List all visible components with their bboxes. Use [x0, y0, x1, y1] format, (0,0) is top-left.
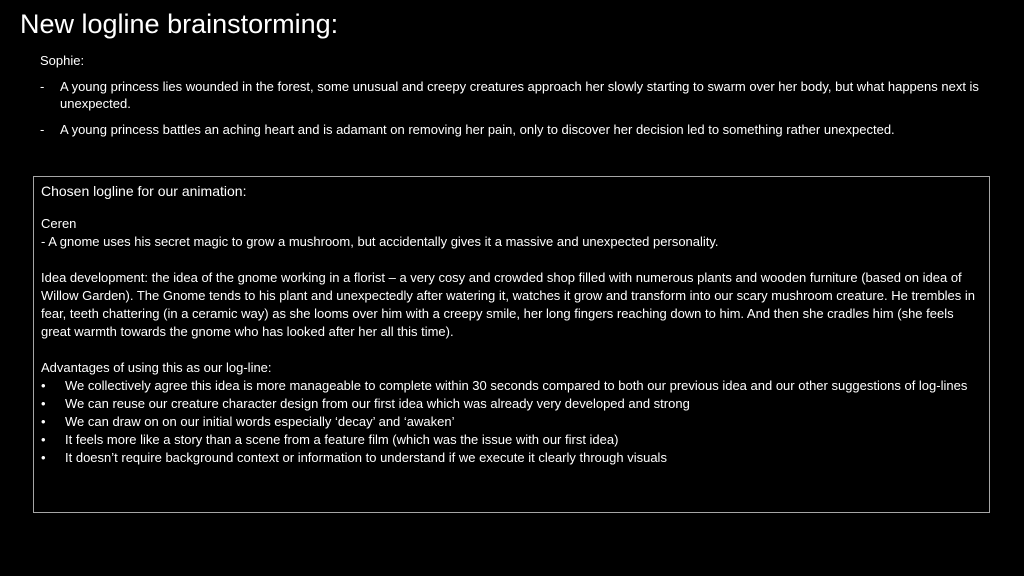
spacer — [41, 251, 982, 269]
brainstorm-logline-list — [40, 78, 990, 147]
bullet-marker: • — [41, 396, 46, 411]
dash-marker: - — [40, 122, 45, 137]
slide-title: New logline brainstorming: — [20, 9, 339, 39]
brainstorm-logline-text: A young princess battles an aching heart and is adamant on removing her pain, only to discover her decision led to something rather unexpected. — [60, 122, 895, 137]
brainstorm-logline-item — [40, 121, 990, 138]
advantage-text: We can draw on on our initial words especially ‘decay’ and ‘awaken’ — [65, 414, 455, 429]
bullet-marker: • — [41, 450, 46, 465]
advantage-text: We collectively agree this idea is more manageable to complete within 30 seconds compared to both our previous idea and our other suggestions of log-lines — [65, 378, 968, 393]
brainstorm-author: Sophie: — [40, 53, 85, 68]
chosen-logline-heading: Chosen logline for our animation: — [41, 183, 247, 199]
spacer — [41, 341, 982, 359]
chosen-logline-box — [33, 176, 990, 513]
advantages-list — [41, 377, 982, 467]
dash-marker: - — [40, 79, 45, 94]
bullet-marker: • — [41, 432, 46, 447]
chosen-logline-text: - A gnome uses his secret magic to grow a mushroom, but accidentally gives it a massive and unexpected personality. — [41, 234, 719, 249]
advantage-item — [41, 431, 982, 449]
advantage-text: It doesn’t require background context or information to understand if we execute it clearly through visuals — [65, 450, 667, 465]
advantage-item — [41, 449, 982, 467]
bullet-marker: • — [41, 414, 46, 429]
advantage-item — [41, 377, 982, 395]
advantage-text: It feels more like a story than a scene from a feature film (which was the issue with our first idea) — [65, 432, 619, 447]
advantage-item — [41, 395, 982, 413]
bullet-marker: • — [41, 378, 46, 393]
idea-development-text: Idea development: the idea of the gnome working in a florist – a very cosy and crowded shop filled with numerous plants and wooden furniture (based on idea of Willow Garden). The Gnome tends to his plant and unexpectedly after watering it, watches it grow and transform into our scary mushroom creature. He trembles in fear, teeth chattering (in a ceramic way) as she looms over him with a creepy smile, her long fingers reaching down to him. And then she cradles him (she feels great warmth towards the gnome who has looked after her all this time). — [41, 270, 976, 339]
chosen-author: Ceren — [41, 216, 77, 231]
advantage-item — [41, 413, 982, 431]
brainstorm-logline-text: A young princess lies wounded in the forest, some unusual and creepy creatures approach her slowly starting to swarm over her body, but what happens next is unexpected. — [60, 79, 979, 111]
advantages-heading: Advantages of using this as our log-line: — [41, 360, 272, 375]
advantage-text: We can reuse our creature character design from our first idea which was already very developed and strong — [65, 396, 690, 411]
brainstorm-logline-item — [40, 78, 990, 112]
